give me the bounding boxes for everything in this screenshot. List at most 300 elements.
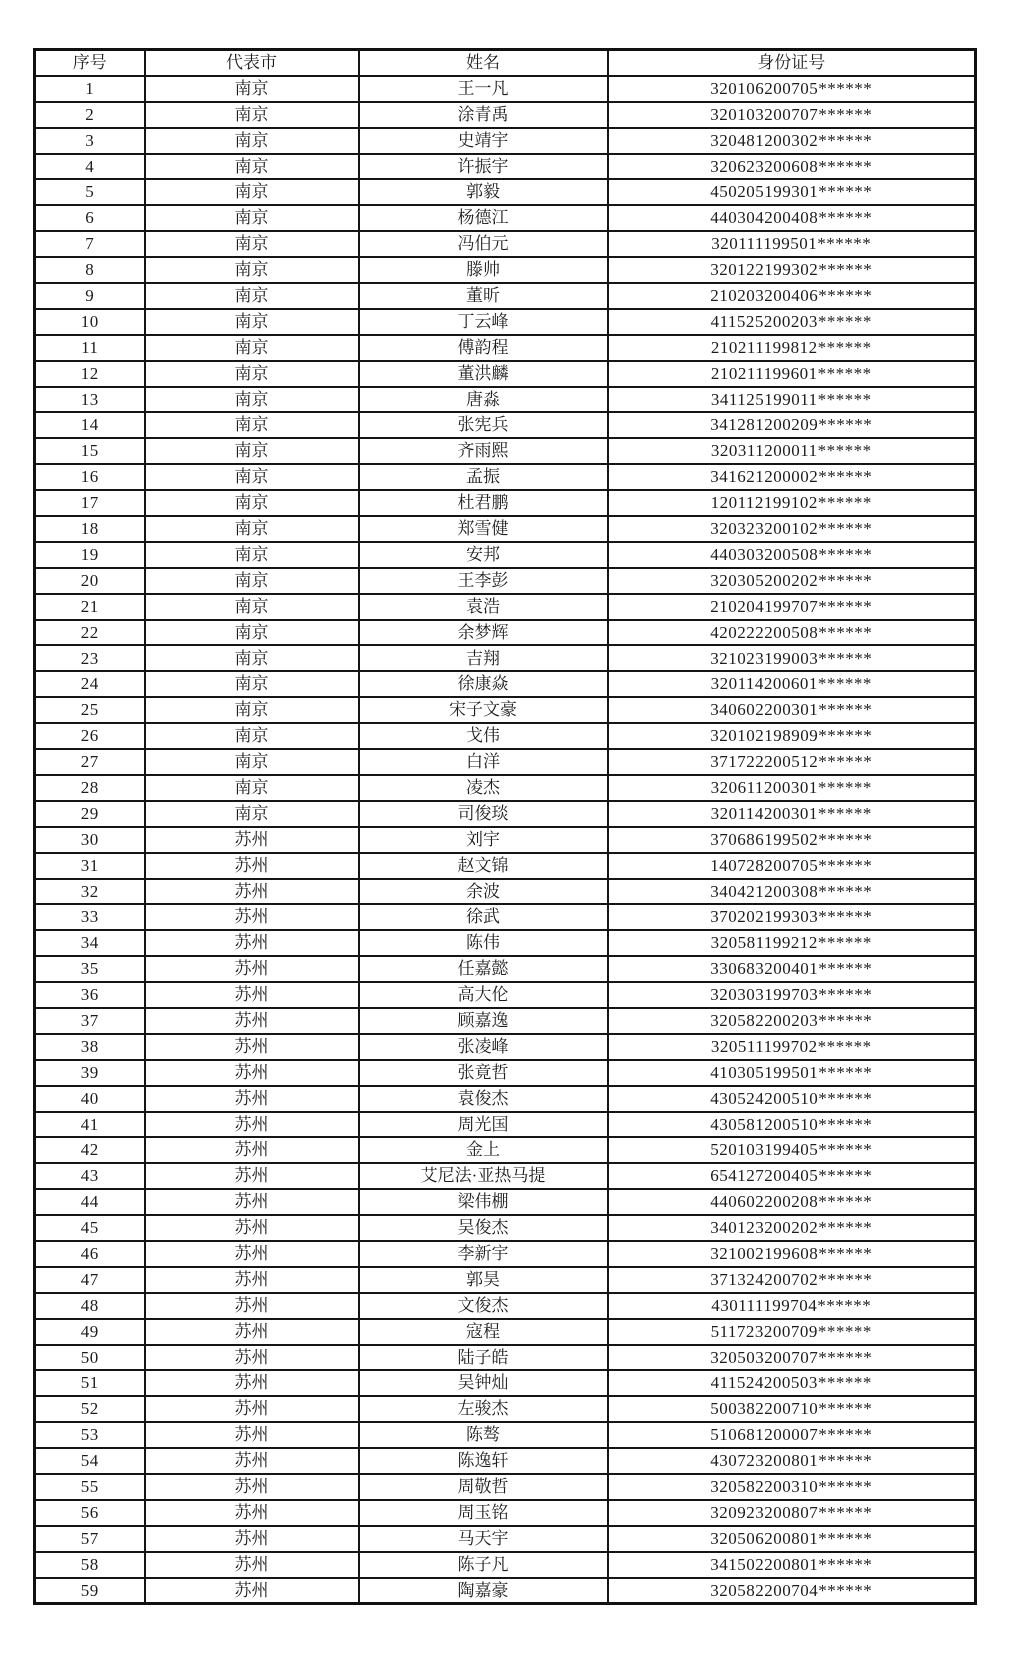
- serial-cell: 37: [35, 1008, 145, 1034]
- city-cell: 苏州: [145, 1008, 359, 1034]
- id-cell: 440304200408******: [608, 205, 976, 231]
- id-cell: 440303200508******: [608, 542, 976, 568]
- id-cell: 411525200203******: [608, 309, 976, 335]
- name-cell: 吴钟灿: [359, 1370, 608, 1396]
- id-cell: 371324200702******: [608, 1267, 976, 1293]
- id-cell: 341502200801******: [608, 1552, 976, 1578]
- id-cell: 420222200508******: [608, 620, 976, 646]
- name-cell: 周玉铭: [359, 1500, 608, 1526]
- city-cell: 南京: [145, 438, 359, 464]
- name-cell: 余梦辉: [359, 620, 608, 646]
- name-cell: 王一凡: [359, 76, 608, 102]
- serial-cell: 28: [35, 775, 145, 801]
- id-cell: 210211199812******: [608, 335, 976, 361]
- id-cell: 320103200707******: [608, 102, 976, 128]
- id-cell: 341621200002******: [608, 464, 976, 490]
- name-cell: 司俊琰: [359, 801, 608, 827]
- city-cell: 苏州: [145, 1060, 359, 1086]
- name-cell: 高大伦: [359, 982, 608, 1008]
- id-cell: 430524200510******: [608, 1086, 976, 1112]
- table-body: [35, 76, 976, 1604]
- name-cell: 吉翔: [359, 645, 608, 671]
- serial-cell: 13: [35, 387, 145, 413]
- serial-cell: 58: [35, 1552, 145, 1578]
- city-cell: 苏州: [145, 1396, 359, 1422]
- id-cell: 320323200102******: [608, 516, 976, 542]
- serial-cell: 11: [35, 335, 145, 361]
- city-cell: 南京: [145, 697, 359, 723]
- id-cell: 320481200302******: [608, 128, 976, 154]
- city-cell: 苏州: [145, 956, 359, 982]
- name-cell: 徐武: [359, 904, 608, 930]
- name-cell: 许振宇: [359, 154, 608, 180]
- name-cell: 杜君鹏: [359, 490, 608, 516]
- column-header-city: 代表市: [145, 50, 359, 76]
- serial-cell: 20: [35, 568, 145, 594]
- city-cell: 苏州: [145, 1163, 359, 1189]
- id-cell: 450205199301******: [608, 179, 976, 205]
- table-row: [35, 387, 976, 413]
- table-row: [35, 257, 976, 283]
- city-cell: 南京: [145, 801, 359, 827]
- city-cell: 苏州: [145, 982, 359, 1008]
- serial-cell: 57: [35, 1526, 145, 1552]
- column-header-name: 姓名: [359, 50, 608, 76]
- id-cell: 320582200310******: [608, 1474, 976, 1500]
- city-cell: 南京: [145, 723, 359, 749]
- city-cell: 苏州: [145, 1422, 359, 1448]
- serial-cell: 16: [35, 464, 145, 490]
- table-row: [35, 1060, 976, 1086]
- id-cell: 210204199707******: [608, 594, 976, 620]
- name-cell: 周光国: [359, 1112, 608, 1138]
- name-cell: 白洋: [359, 749, 608, 775]
- name-cell: 傅韵程: [359, 335, 608, 361]
- table-row: [35, 1137, 976, 1163]
- serial-cell: 59: [35, 1578, 145, 1604]
- id-cell: 320111199501******: [608, 231, 976, 257]
- name-cell: 袁浩: [359, 594, 608, 620]
- city-cell: 南京: [145, 671, 359, 697]
- name-cell: 宋子文豪: [359, 697, 608, 723]
- table-row: [35, 671, 976, 697]
- id-cell: 410305199501******: [608, 1060, 976, 1086]
- id-cell: 320611200301******: [608, 775, 976, 801]
- id-cell: 320122199302******: [608, 257, 976, 283]
- table-row: [35, 1578, 976, 1604]
- table-row: [35, 620, 976, 646]
- table-row: [35, 490, 976, 516]
- serial-cell: 41: [35, 1112, 145, 1138]
- city-cell: 苏州: [145, 904, 359, 930]
- id-cell: 500382200710******: [608, 1396, 976, 1422]
- name-cell: 梁伟棚: [359, 1189, 608, 1215]
- table-header-row: [35, 50, 976, 76]
- name-cell: 刘宇: [359, 827, 608, 853]
- serial-cell: 40: [35, 1086, 145, 1112]
- table-row: [35, 102, 976, 128]
- city-cell: 南京: [145, 749, 359, 775]
- name-cell: 周敬哲: [359, 1474, 608, 1500]
- city-cell: 苏州: [145, 1267, 359, 1293]
- city-cell: 苏州: [145, 1526, 359, 1552]
- table-row: [35, 1552, 976, 1578]
- serial-cell: 55: [35, 1474, 145, 1500]
- city-cell: 南京: [145, 335, 359, 361]
- name-cell: 齐雨熙: [359, 438, 608, 464]
- serial-cell: 5: [35, 179, 145, 205]
- table-row: [35, 128, 976, 154]
- table-row: [35, 1189, 976, 1215]
- id-cell: 321002199608******: [608, 1241, 976, 1267]
- city-cell: 南京: [145, 490, 359, 516]
- serial-cell: 38: [35, 1034, 145, 1060]
- name-cell: 冯伯元: [359, 231, 608, 257]
- roster-table: [33, 48, 977, 1605]
- table-row: [35, 361, 976, 387]
- name-cell: 赵文锦: [359, 853, 608, 879]
- serial-cell: 33: [35, 904, 145, 930]
- id-cell: 320106200705******: [608, 76, 976, 102]
- table-row: [35, 76, 976, 102]
- table-row: [35, 775, 976, 801]
- table-row: [35, 154, 976, 180]
- city-cell: 南京: [145, 361, 359, 387]
- city-cell: 南京: [145, 594, 359, 620]
- id-cell: 371722200512******: [608, 749, 976, 775]
- serial-cell: 42: [35, 1137, 145, 1163]
- id-cell: 340421200308******: [608, 879, 976, 905]
- city-cell: 南京: [145, 387, 359, 413]
- table-row: [35, 594, 976, 620]
- id-cell: 340123200202******: [608, 1215, 976, 1241]
- table-row: [35, 697, 976, 723]
- serial-cell: 6: [35, 205, 145, 231]
- id-cell: 320582200704******: [608, 1578, 976, 1604]
- table-row: [35, 412, 976, 438]
- table-row: [35, 464, 976, 490]
- id-cell: 320303199703******: [608, 982, 976, 1008]
- id-cell: 320503200707******: [608, 1345, 976, 1371]
- city-cell: 苏州: [145, 1189, 359, 1215]
- serial-cell: 47: [35, 1267, 145, 1293]
- table-row: [35, 205, 976, 231]
- id-cell: 210203200406******: [608, 283, 976, 309]
- table-row: [35, 309, 976, 335]
- table-row: [35, 516, 976, 542]
- name-cell: 金上: [359, 1137, 608, 1163]
- serial-cell: 15: [35, 438, 145, 464]
- serial-cell: 30: [35, 827, 145, 853]
- serial-cell: 19: [35, 542, 145, 568]
- city-cell: 苏州: [145, 1500, 359, 1526]
- name-cell: 顾嘉逸: [359, 1008, 608, 1034]
- table-row: [35, 956, 976, 982]
- id-cell: 330683200401******: [608, 956, 976, 982]
- name-cell: 郭昊: [359, 1267, 608, 1293]
- serial-cell: 43: [35, 1163, 145, 1189]
- table-row: [35, 723, 976, 749]
- name-cell: 文俊杰: [359, 1293, 608, 1319]
- serial-cell: 1: [35, 76, 145, 102]
- id-cell: 320623200608******: [608, 154, 976, 180]
- name-cell: 艾尼法·亚热马提: [359, 1163, 608, 1189]
- city-cell: 南京: [145, 231, 359, 257]
- city-cell: 苏州: [145, 1215, 359, 1241]
- id-cell: 321023199003******: [608, 645, 976, 671]
- id-cell: 320581199212******: [608, 930, 976, 956]
- table-row: [35, 853, 976, 879]
- table-row: [35, 1345, 976, 1371]
- serial-cell: 53: [35, 1422, 145, 1448]
- serial-cell: 22: [35, 620, 145, 646]
- name-cell: 陈骜: [359, 1422, 608, 1448]
- name-cell: 凌杰: [359, 775, 608, 801]
- table-row: [35, 1474, 976, 1500]
- city-cell: 苏州: [145, 879, 359, 905]
- table-row: [35, 930, 976, 956]
- table-row: [35, 645, 976, 671]
- column-header-id: 身份证号: [608, 50, 976, 76]
- table-row: [35, 1008, 976, 1034]
- serial-cell: 54: [35, 1448, 145, 1474]
- serial-cell: 3: [35, 128, 145, 154]
- name-cell: 张凌峰: [359, 1034, 608, 1060]
- id-cell: 320305200202******: [608, 568, 976, 594]
- name-cell: 郑雪健: [359, 516, 608, 542]
- name-cell: 戈伟: [359, 723, 608, 749]
- city-cell: 南京: [145, 542, 359, 568]
- serial-cell: 50: [35, 1345, 145, 1371]
- name-cell: 陈逸轩: [359, 1448, 608, 1474]
- city-cell: 苏州: [145, 827, 359, 853]
- table-row: [35, 904, 976, 930]
- city-cell: 南京: [145, 775, 359, 801]
- name-cell: 寇程: [359, 1319, 608, 1345]
- serial-cell: 9: [35, 283, 145, 309]
- table-row: [35, 179, 976, 205]
- city-cell: 苏州: [145, 1293, 359, 1319]
- city-cell: 南京: [145, 205, 359, 231]
- table-row: [35, 982, 976, 1008]
- name-cell: 董昕: [359, 283, 608, 309]
- serial-cell: 24: [35, 671, 145, 697]
- city-cell: 南京: [145, 412, 359, 438]
- serial-cell: 25: [35, 697, 145, 723]
- city-cell: 苏州: [145, 1241, 359, 1267]
- city-cell: 南京: [145, 102, 359, 128]
- serial-cell: 32: [35, 879, 145, 905]
- serial-cell: 44: [35, 1189, 145, 1215]
- table-row: [35, 1086, 976, 1112]
- city-cell: 南京: [145, 257, 359, 283]
- table-row: [35, 1448, 976, 1474]
- serial-cell: 7: [35, 231, 145, 257]
- serial-cell: 21: [35, 594, 145, 620]
- name-cell: 涂青禹: [359, 102, 608, 128]
- id-cell: 320511199702******: [608, 1034, 976, 1060]
- serial-cell: 31: [35, 853, 145, 879]
- id-cell: 370686199502******: [608, 827, 976, 853]
- name-cell: 陆子皓: [359, 1345, 608, 1371]
- name-cell: 董洪麟: [359, 361, 608, 387]
- name-cell: 任嘉懿: [359, 956, 608, 982]
- id-cell: 370202199303******: [608, 904, 976, 930]
- city-cell: 苏州: [145, 1345, 359, 1371]
- serial-cell: 2: [35, 102, 145, 128]
- name-cell: 袁俊杰: [359, 1086, 608, 1112]
- table-row: [35, 1396, 976, 1422]
- serial-cell: 27: [35, 749, 145, 775]
- name-cell: 陶嘉豪: [359, 1578, 608, 1604]
- name-cell: 余波: [359, 879, 608, 905]
- id-cell: 341281200209******: [608, 412, 976, 438]
- table-row: [35, 1267, 976, 1293]
- id-cell: 440602200208******: [608, 1189, 976, 1215]
- city-cell: 苏州: [145, 1086, 359, 1112]
- city-cell: 苏州: [145, 1137, 359, 1163]
- serial-cell: 17: [35, 490, 145, 516]
- name-cell: 安邦: [359, 542, 608, 568]
- id-cell: 340602200301******: [608, 697, 976, 723]
- serial-cell: 14: [35, 412, 145, 438]
- id-cell: 320923200807******: [608, 1500, 976, 1526]
- serial-cell: 10: [35, 309, 145, 335]
- city-cell: 苏州: [145, 853, 359, 879]
- id-cell: 430111199704******: [608, 1293, 976, 1319]
- id-cell: 341125199011******: [608, 387, 976, 413]
- id-cell: 140728200705******: [608, 853, 976, 879]
- name-cell: 陈伟: [359, 930, 608, 956]
- name-cell: 陈子凡: [359, 1552, 608, 1578]
- serial-cell: 4: [35, 154, 145, 180]
- name-cell: 张竟哲: [359, 1060, 608, 1086]
- serial-cell: 52: [35, 1396, 145, 1422]
- name-cell: 王李彭: [359, 568, 608, 594]
- id-cell: 520103199405******: [608, 1137, 976, 1163]
- city-cell: 苏州: [145, 1552, 359, 1578]
- table-row: [35, 1215, 976, 1241]
- table-row: [35, 335, 976, 361]
- serial-cell: 26: [35, 723, 145, 749]
- id-cell: 320582200203******: [608, 1008, 976, 1034]
- serial-cell: 12: [35, 361, 145, 387]
- city-cell: 南京: [145, 620, 359, 646]
- name-cell: 马天宇: [359, 1526, 608, 1552]
- city-cell: 南京: [145, 283, 359, 309]
- serial-cell: 56: [35, 1500, 145, 1526]
- id-cell: 320114200301******: [608, 801, 976, 827]
- name-cell: 杨德江: [359, 205, 608, 231]
- name-cell: 吴俊杰: [359, 1215, 608, 1241]
- id-cell: 120112199102******: [608, 490, 976, 516]
- city-cell: 南京: [145, 309, 359, 335]
- serial-cell: 45: [35, 1215, 145, 1241]
- id-cell: 320102198909******: [608, 723, 976, 749]
- city-cell: 南京: [145, 76, 359, 102]
- table-row: [35, 1526, 976, 1552]
- table-row: [35, 231, 976, 257]
- city-cell: 苏州: [145, 1474, 359, 1500]
- table-row: [35, 801, 976, 827]
- serial-cell: 46: [35, 1241, 145, 1267]
- table-row: [35, 438, 976, 464]
- table-row: [35, 827, 976, 853]
- id-cell: 430723200801******: [608, 1448, 976, 1474]
- table-row: [35, 1500, 976, 1526]
- table-row: [35, 1422, 976, 1448]
- serial-cell: 39: [35, 1060, 145, 1086]
- name-cell: 滕帅: [359, 257, 608, 283]
- serial-cell: 36: [35, 982, 145, 1008]
- city-cell: 南京: [145, 516, 359, 542]
- table-row: [35, 283, 976, 309]
- name-cell: 郭毅: [359, 179, 608, 205]
- table-row: [35, 1163, 976, 1189]
- city-cell: 南京: [145, 128, 359, 154]
- id-cell: 320114200601******: [608, 671, 976, 697]
- table-row: [35, 568, 976, 594]
- table-row: [35, 1293, 976, 1319]
- city-cell: 苏州: [145, 1448, 359, 1474]
- city-cell: 苏州: [145, 1112, 359, 1138]
- name-cell: 左骏杰: [359, 1396, 608, 1422]
- table-row: [35, 1370, 976, 1396]
- table-row: [35, 1319, 976, 1345]
- column-header-serial: 序号: [35, 50, 145, 76]
- serial-cell: 35: [35, 956, 145, 982]
- name-cell: 张宪兵: [359, 412, 608, 438]
- name-cell: 丁云峰: [359, 309, 608, 335]
- table-row: [35, 542, 976, 568]
- id-cell: 511723200709******: [608, 1319, 976, 1345]
- id-cell: 430581200510******: [608, 1112, 976, 1138]
- city-cell: 南京: [145, 464, 359, 490]
- city-cell: 苏州: [145, 1578, 359, 1604]
- serial-cell: 8: [35, 257, 145, 283]
- name-cell: 唐淼: [359, 387, 608, 413]
- city-cell: 南京: [145, 154, 359, 180]
- table-row: [35, 1034, 976, 1060]
- city-cell: 南京: [145, 568, 359, 594]
- table-row: [35, 1241, 976, 1267]
- table-row: [35, 749, 976, 775]
- name-cell: 孟振: [359, 464, 608, 490]
- id-cell: 510681200007******: [608, 1422, 976, 1448]
- city-cell: 苏州: [145, 1370, 359, 1396]
- city-cell: 南京: [145, 645, 359, 671]
- id-cell: 320311200011******: [608, 438, 976, 464]
- serial-cell: 51: [35, 1370, 145, 1396]
- city-cell: 苏州: [145, 1034, 359, 1060]
- city-cell: 南京: [145, 179, 359, 205]
- id-cell: 411524200503******: [608, 1370, 976, 1396]
- id-cell: 210211199601******: [608, 361, 976, 387]
- serial-cell: 49: [35, 1319, 145, 1345]
- name-cell: 史靖宇: [359, 128, 608, 154]
- name-cell: 李新宇: [359, 1241, 608, 1267]
- table-row: [35, 879, 976, 905]
- table-row: [35, 1112, 976, 1138]
- serial-cell: 23: [35, 645, 145, 671]
- serial-cell: 34: [35, 930, 145, 956]
- serial-cell: 18: [35, 516, 145, 542]
- id-cell: 654127200405******: [608, 1163, 976, 1189]
- serial-cell: 48: [35, 1293, 145, 1319]
- name-cell: 徐康焱: [359, 671, 608, 697]
- city-cell: 苏州: [145, 1319, 359, 1345]
- serial-cell: 29: [35, 801, 145, 827]
